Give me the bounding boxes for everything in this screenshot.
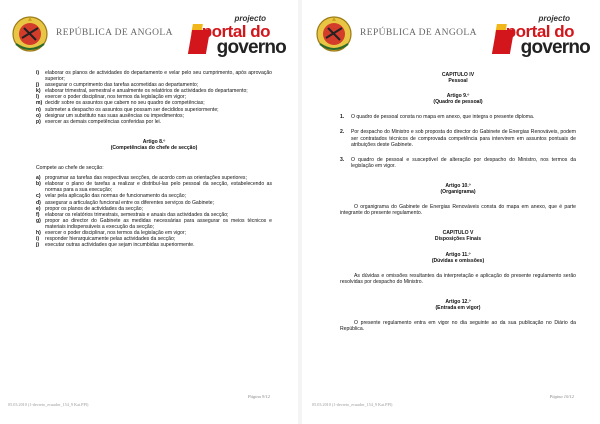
page-footer: 05.03.2010 (1-decreto_ecuador_154_9 Kai.PPl) (8, 402, 89, 407)
page-header (8, 14, 288, 58)
list-item: f) elaborar os relatórios trimestrais, semestrais e anuais das actividades da secção; (36, 211, 229, 218)
list-item: a) programar as tarefas das respectivas secções, de acordo com as orientações superiores; (36, 175, 247, 182)
article-subtitle: (Entrada em vigor) (435, 304, 481, 311)
page-gutter (298, 0, 302, 424)
portal-do-governo-logo: projecto portal do governo (184, 14, 288, 58)
list-item: o) designar um substituto nas suas ausências ou impedimentos; (36, 112, 185, 119)
portal-do-governo-logo: projecto portal do governo (488, 14, 592, 58)
article-paragraph: As dúvidas e omissões resultantes da interpretação e aplicação do presente regulamento serão resolvidas por despacho do Ministro. (340, 272, 576, 285)
list-item: b) elaborar o plano de tarefas a realizar e distribuí-las pelo pessoal da secção, estabelecendo as normas para a sua execução; (36, 181, 272, 194)
article-subtitle: (Competências do chefe de secção) (110, 144, 198, 151)
page-number: Página 10/12 (549, 394, 574, 399)
article-paragraph: O presente regulamento entra em vigor no dia seguinte ao da sua publicação no Diário da República. (340, 320, 576, 333)
chapter-subtitle: Pessoal (448, 78, 468, 85)
list-item: m) decidir sobre os assuntos que cabem no seu quadro de competências; (36, 100, 205, 107)
angola-emblem-icon (312, 14, 356, 54)
numbered-paragraph: 2. Por despacho do Ministro e sob proposta do director do Gabinete de Energias Renováveis, podem ser contratados técnicos de comprovada competência para intervirem em assuntos pontuais de atribuições deste Gabinete. (340, 129, 576, 148)
page-number: Página 9/12 (247, 394, 270, 399)
list-item: c) velar pela aplicação das normas de funcionamento da secção; (36, 193, 187, 200)
article-title: Artigo 8.º (142, 138, 166, 145)
chapter-title: CAPITULO V (442, 230, 474, 237)
article-title: Artigo 11.º (445, 251, 471, 258)
numbered-paragraph: 3. O quadro de pessoal e susceptível de alteração por despacho do Ministro, nos termos da legislação em vigor. (340, 156, 576, 169)
list-item: n) submeter a despacho os assuntos que possam ser decididos superiormente; (36, 106, 219, 113)
article-title: Artigo 12.º (445, 298, 471, 305)
article-paragraph: O organigrama do Gabinete de Energias Renováveis consta do mapa em anexo, que é parte integrante do presente regulamento. (340, 204, 576, 217)
article-intro: Compete ao chefe de secção: (36, 165, 104, 172)
republic-title: REPÚBLICA DE ANGOLA (56, 28, 173, 38)
list-item: l) exercer o poder disciplinar, nos termos da legislação em vigor; (36, 94, 186, 101)
document-page-left (0, 0, 296, 424)
list-item: i) responder hierarquicamente pelas actividades da secção; (36, 236, 176, 243)
page-body (340, 72, 576, 332)
document-page-right (304, 0, 600, 424)
article-subtitle: (Quadro de pessoal) (433, 99, 483, 106)
list-items-b (36, 175, 272, 248)
article-subtitle: (Organigrama) (440, 189, 476, 196)
page-footer: 05.03.2010 (1-decreto_ecuador_154_9 Kai.PPl) (312, 402, 393, 407)
page-header (312, 14, 592, 58)
article-title: Artigo 10.º (445, 182, 471, 189)
list-item: i) elaborar os planos de actividades do departamento e velar pelo seu cumprimento, após aprovação superior; (36, 70, 272, 83)
list-item: p) exercer as demais competências conferidas por lei. (36, 118, 162, 125)
chapter-subtitle: Disposições Finais (434, 236, 482, 243)
angola-emblem-icon (8, 14, 52, 54)
list-item: d) assegurar a articulação funcional entre os diferentes serviços do Gabinete; (36, 199, 215, 206)
list-item: j) executar outras actividades que sejam incumbidas superiormente. (36, 242, 195, 249)
numbered-paragraph: 1. O quadro de pessoal consta no mapa em anexo, que integra o presente diploma. (340, 114, 535, 121)
list-item: j) assegurar o cumprimento das tarefas acometidas ao departamento; (36, 82, 199, 89)
list-item: e) propor os planos de actividades da secção; (36, 205, 143, 212)
list-item: h) exercer o poder disciplinar, nos termos da legislação em vigor; (36, 229, 186, 236)
republic-title: REPÚBLICA DE ANGOLA (360, 28, 477, 38)
article-subtitle: (Dúvidas e omissões) (431, 257, 485, 264)
list-item: k) elaborar trimestral, semestral e anualmente os relatórios de actividades do departamento; (36, 88, 248, 95)
chapter-title: CAPITULO IV (441, 72, 475, 78)
page-body (36, 70, 272, 248)
list-item: g) propor ao director do Gabinete as medidas necessárias para assegurar os meios técnicos e materiais indispensáveis a execução da secção; (36, 217, 272, 230)
article-title: Artigo 9.º (446, 93, 470, 100)
list-items-a (36, 70, 272, 125)
